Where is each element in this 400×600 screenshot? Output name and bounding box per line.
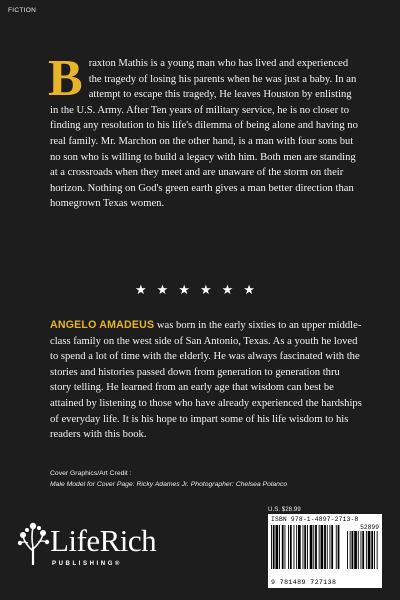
ean5-text: 52899 — [360, 524, 379, 531]
bio-text: was born in the early sixties to an upper middle-class family on the west side of San Antonio, Texas. As a youth he loved to spend a lot of time with the elderly. He was always fascinated with the stories and histories passed down from generation to generation thru story telling. He learned from an early age that wisdom can best be attained by listening to those who have already experienced the hardships of everyday life. It is his hope to impart some of his life wisdom to his readers with this book. — [50, 320, 362, 441]
publisher-logo — [16, 519, 157, 577]
tree-icon — [16, 521, 50, 567]
book-blurb — [48, 50, 358, 212]
star-divider: ★★★★★★ — [135, 282, 265, 297]
author-bio — [50, 318, 362, 443]
blurb-text: raxton Mathis is a young man who has lived and experienced the tragedy of losing his parents when he was just a baby. In an attempt to escape this tragedy, He leaves Houston by enlisting in the U.S. Army. After Ten years of military service, he is no closer to finding any resolution to his life's dilemma of being alone and having no real family. Mr. Marchon on the other hand, is a man with four sons but no son who is willing to build a legacy with him. Both men are standing at a crossroads when they meet and are unaware of the storm on their horizon. Nothing on God's green earth gives a man better direction than homegrown Texas women. — [50, 58, 358, 210]
publisher-subtitle: PUBLISHING® — [52, 561, 123, 567]
price-label: U.S. $28.99 — [268, 506, 301, 513]
cover-credits — [50, 468, 380, 490]
barcode-digits: 9 781489 727138 — [271, 579, 337, 586]
credits-line: Male Model for Cover Page: Ricky Adames Jr. Photographer: Chelsea Polanco — [50, 481, 288, 488]
author-name: ANGELO AMADEUS — [50, 319, 155, 331]
barcode-panel — [268, 514, 382, 588]
isbn-text: ISBN 978-1-4897-2713-8 — [271, 516, 359, 523]
genre-label: FICTION — [8, 7, 37, 14]
publisher-name: LifeRich — [50, 523, 157, 558]
barcode-bars — [271, 525, 379, 575]
credits-heading: Cover Graphics/Art Credit : — [50, 470, 132, 477]
drop-cap: B — [48, 50, 83, 107]
